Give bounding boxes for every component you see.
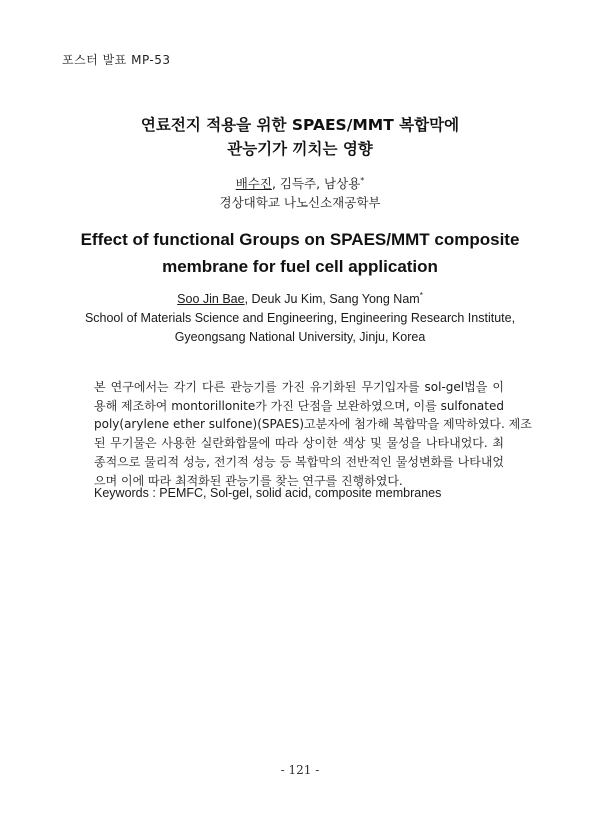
korean-corresponding-mark: * (360, 175, 365, 185)
english-authors (0, 290, 600, 309)
keywords: Keywords : PEMFC, Sol-gel, solid acid, composite membranes (94, 486, 442, 500)
english-title (0, 226, 600, 280)
abstract-line: poly(arylene ether sulfone)(SPAES)고분자에 첨가해 복합막을 제막하였다. 제조 (94, 417, 532, 432)
abstract-line: 용해 제조하여 montorillonite가 가진 단점을 보완하였으며, 이를 sulfonated (94, 398, 504, 413)
abstract-body (94, 378, 532, 490)
poster-session-label: 포스터 발표 MP-53 (62, 53, 171, 67)
korean-title-line-1: 연료전지 적용을 위한 SPAES/MMT 복합막에 (140, 116, 460, 134)
korean-other-authors: , 김득주, 남상용 (271, 176, 361, 191)
abstract-line: 본 연구에서는 각기 다른 관능기를 가진 유기화된 무기입자를 sol-gel법을 이 (94, 380, 504, 394)
english-other-authors: , Deuk Ju Kim, Sang Yong Nam (244, 292, 420, 306)
korean-presenting-author: 배수진 (235, 176, 272, 191)
korean-affiliation: 경상대학교 나노신소재공학부 (219, 195, 381, 210)
korean-authors (0, 175, 600, 193)
korean-title (0, 113, 600, 161)
english-affiliation (0, 309, 600, 347)
english-presenting-author: Soo Jin Bae (177, 292, 245, 306)
page-number: - 121 - (280, 763, 320, 777)
english-title-line-1: Effect of functional Groups on SPAES/MMT composite (80, 230, 520, 249)
english-affiliation-line-2: Gyeongsang National University, Jinju, Korea (174, 330, 426, 344)
abstract-line: 된 무기물은 사용한 실란화합물에 따라 상이한 색상 및 물성을 나타내었다. 최 (94, 436, 504, 451)
abstract-line: 종적으로 물리적 성능, 전기적 성능 등 복합막의 전반적인 물성변화를 나타내었 (94, 454, 504, 469)
english-title-line-2: membrane for fuel cell application (162, 257, 438, 276)
english-affiliation-line-1: School of Materials Science and Engineering, Engineering Research Institute, (84, 311, 516, 325)
korean-title-line-2: 관능기가 끼치는 영향 (227, 140, 373, 158)
english-corresponding-mark: * (419, 290, 423, 300)
abstract-line: 으며 이에 따라 최적화된 관능기를 찾는 연구를 진행하였다. (94, 473, 403, 488)
